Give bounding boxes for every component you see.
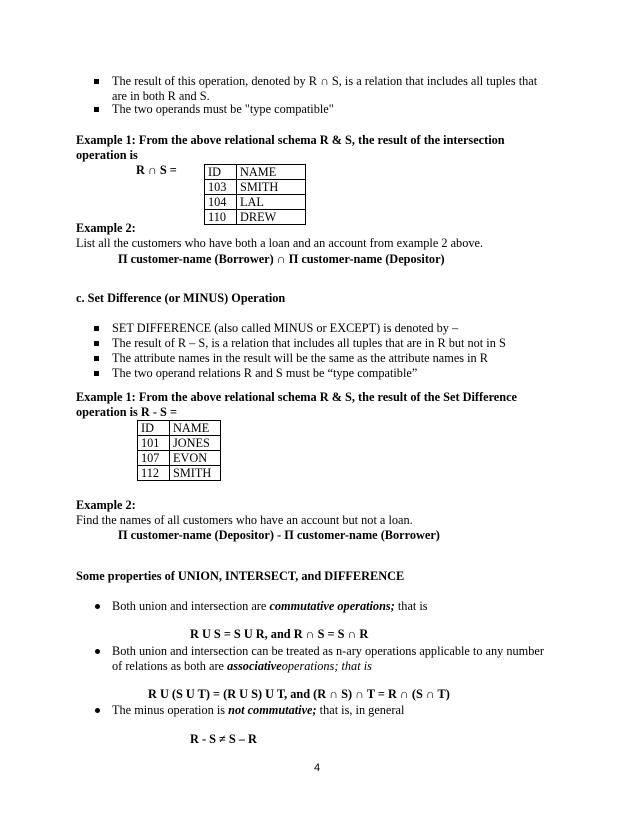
section-c-bullet: The attribute names in the result will be the same as the attribute names in R [112, 351, 488, 365]
properties-bullet-1 [112, 599, 428, 614]
ex2-intersect-title: Example 2: [76, 221, 136, 235]
table-header: ID [205, 165, 237, 180]
bullet-icon [94, 356, 99, 361]
formula-associative: R U (S U T) = (R U S) U T, and (R ∩ S) ∩ T = R ∩ (S ∩ T) [148, 687, 450, 701]
table-row [138, 436, 221, 451]
bullet-icon [94, 326, 99, 331]
properties-bullet-2-pre: of relations as both are [112, 659, 224, 673]
properties-bullet-2-line1: Both union and intersection can be treated as n-ary operations applicable to any number [112, 644, 544, 658]
table-row [138, 451, 221, 466]
properties-bullet-2-em: associative [227, 659, 282, 673]
difference-result-table [137, 420, 221, 481]
intersect-bullet-1-line1: The result of this operation, denoted by R ∩ S, is a relation that includes all tuples that [112, 74, 538, 88]
intersect-result-table [204, 164, 306, 225]
bullet-icon [94, 341, 99, 346]
bullet-icon [95, 604, 100, 609]
properties-bullet-1-em: commutative operations; [269, 599, 395, 613]
section-c-bullet: The two operand relations R and S must be “type compatible” [112, 366, 418, 380]
properties-bullet-2-line2 [112, 659, 372, 674]
properties-bullet-3 [112, 703, 404, 718]
properties-title: Some properties of UNION, INTERSECT, and DIFFERENCE [76, 569, 405, 583]
table-cell: 101 [138, 436, 170, 451]
intersect-bullet-1-line2: are in both R and S. [112, 89, 210, 103]
properties-bullet-1-pre: Both union and intersection are [112, 599, 267, 613]
table-cell: SMITH [237, 180, 306, 195]
ex2-diff-title: Example 2: [76, 498, 136, 512]
table-row [205, 195, 306, 210]
section-c-bullet: SET DIFFERENCE (also called MINUS or EXCEPT) is denoted by – [112, 321, 459, 335]
bullet-icon [94, 371, 99, 376]
table-row [205, 180, 306, 195]
table-cell: 103 [205, 180, 237, 195]
section-c-bullet: The result of R – S, is a relation that includes all tuples that are in R but not in S [112, 336, 506, 350]
table-cell: 112 [138, 466, 170, 481]
ex1-diff-line2: operation is R - S = [76, 405, 177, 419]
table-cell: DREW [237, 210, 306, 225]
table-row [138, 466, 221, 481]
properties-bullet-2-post: operations; that is [281, 659, 372, 673]
table-cell: EVON [170, 451, 221, 466]
ex1-intersect-formula: R ∩ S = [136, 163, 177, 177]
table-cell: SMITH [170, 466, 221, 481]
table-header: NAME [237, 165, 306, 180]
bullet-icon [95, 708, 100, 713]
bullet-icon [95, 649, 100, 654]
ex1-diff-line1: Example 1: From the above relational schema R & S, the result of the Set Difference [76, 390, 518, 404]
formula-commutative: R U S = S U R, and R ∩ S = S ∩ R [190, 627, 369, 641]
ex2-diff-query: Π customer-name (Depositor) - Π customer-name (Borrower) [118, 528, 440, 542]
table-cell: 104 [205, 195, 237, 210]
table-header-row [205, 165, 306, 180]
table-header-row [138, 421, 221, 436]
bullet-icon [94, 79, 99, 84]
table-cell: 110 [205, 210, 237, 225]
table-cell: JONES [170, 436, 221, 451]
ex2-intersect-query: Π customer-name (Borrower) ∩ Π customer-name (Depositor) [118, 252, 445, 266]
properties-bullet-1-post: that is [397, 599, 428, 613]
properties-bullet-3-pre: The minus operation is [112, 703, 226, 717]
section-c-title: c. Set Difference (or MINUS) Operation [76, 291, 286, 305]
formula-not-commutative: R - S ≠ S – R [190, 732, 257, 746]
table-header: NAME [170, 421, 221, 436]
properties-bullet-3-em: not commutative; [228, 703, 317, 717]
ex2-intersect-desc: List all the customers who have both a loan and an account from example 2 above. [76, 236, 484, 250]
table-cell: 107 [138, 451, 170, 466]
table-header: ID [138, 421, 170, 436]
table-cell: LAL [237, 195, 306, 210]
bullet-icon [94, 107, 99, 112]
page-number: 4 [314, 762, 321, 774]
table-row [205, 210, 306, 225]
ex1-intersect-line2: operation is [76, 148, 138, 162]
intersect-bullet-2: The two operands must be "type compatible" [112, 102, 334, 116]
properties-bullet-3-post: that is, in general [319, 703, 405, 717]
ex2-diff-desc: Find the names of all customers who have an account but not a loan. [76, 513, 413, 527]
ex1-intersect-line1: Example 1: From the above relational schema R & S, the result of the intersection [76, 133, 505, 147]
